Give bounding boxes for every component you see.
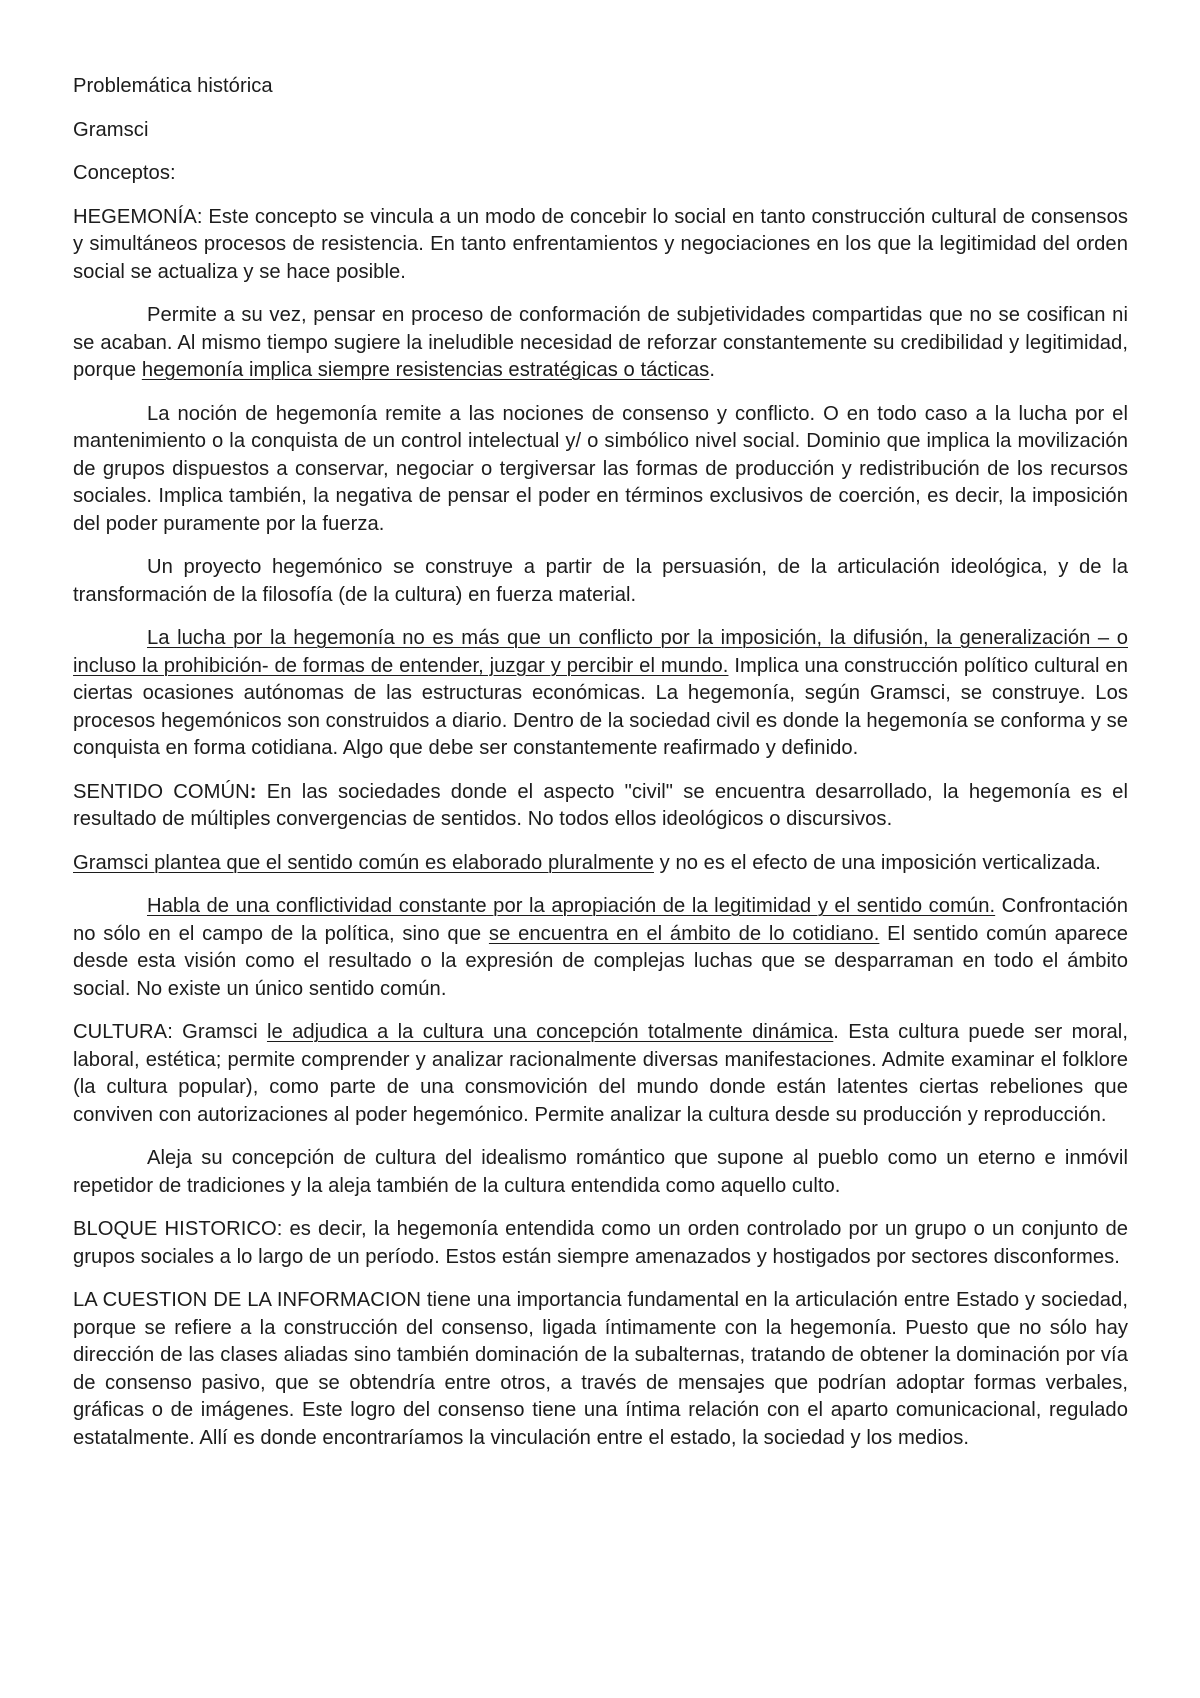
bloque-historico-heading: BLOQUE HISTORICO: — [73, 1218, 283, 1240]
cultura-paragraph-1-text-2: . Esta cultura puede ser moral, laboral, estética; permite comprender y analizar racionalmente diversas manifestaciones. Admite examinar el folklore (la cultura popular), como parte de una consmovición del mundo donde están latentes ciertas rebeliones que conviven con autorizaciones al poder hegemónico. Permite analizar la cultura desde su producción y reproducción. — [73, 1021, 1128, 1126]
sentido-comun-paragraph-2 — [73, 850, 1128, 878]
bloque-historico-paragraph — [73, 1216, 1128, 1271]
sentido-comun-paragraph-3 — [73, 893, 1128, 1003]
concepts-label: Conceptos: — [73, 162, 176, 184]
sentido-comun-paragraph-1-text: En las sociedades donde el aspecto "civil" se encuentra desarrollado, la hegemonía es el resultado de múltiples convergencias de sentidos. No todos ellos ideológicos o discursivos. — [73, 780, 1128, 830]
sentido-comun-paragraph-1 — [73, 779, 1128, 834]
cultura-paragraph-1-underlined: le adjudica a la cultura una concepción totalmente dinámica — [266, 1021, 834, 1043]
sentido-comun-paragraph-3-underlined-1: Habla de una conflictividad constante por la apropiación de la legitimidad y el sentido común. — [147, 895, 996, 917]
informacion-text: tiene una importancia fundamental en la articulación entre Estado y sociedad, porque se refiere a la construcción del consenso, ligada íntimamente con la hegemonía. Puesto que no sólo hay dirección de las clases aliadas sino también dominación de la subalternas, tratando de obtener la dominación por vía de consenso pasivo, que se obtendría entre otros, a través de mensajes que podrían adoptar formas verbales, gráficas o de imágenes. Este logro del consenso tiene una íntima relación con el aparto comunicacional, regulado estatalmente. Allí es donde encontraríamos la vinculación entre el estado, la sociedad y los medios. — [73, 1289, 1128, 1449]
document-title: Problemática histórica — [73, 75, 273, 97]
sentido-comun-heading: SENTIDO COMÚN — [73, 780, 250, 803]
sentido-comun-paragraph-3-text-2: El sentido común aparece desde esta visión como el resultado o la expresión de complejas luchas que se desparraman en todo el ámbito social. No existe un único sentido común. — [73, 922, 1128, 1000]
hegemonia-paragraph-1-text: Este concepto se vincula a un modo de concebir lo social en tanto construcción cultural de consensos y simultáneos procesos de resistencia. En tanto enfrentamientos y negociaciones en los que la legitimidad del orden social se actualiza y se hace posible. — [73, 205, 1128, 283]
cultura-paragraph-1-text-1: Gramsci — [172, 1021, 267, 1043]
hegemonia-paragraph-5 — [73, 625, 1128, 763]
hegemonia-paragraph-1 — [73, 204, 1128, 287]
hegemonia-paragraph-4: Un proyecto hegemónico se construye a partir de la persuasión, de la articulación ideológica, y de la transformación de la filosofía (de la cultura) en fuerza material. — [73, 556, 1128, 606]
hegemonia-paragraph-2 — [73, 302, 1128, 385]
sentido-comun-paragraph-2-underlined: Gramsci plantea que el sentido común es elaborado pluralmente — [73, 851, 654, 874]
hegemonia-paragraph-3: La noción de hegemonía remite a las nociones de consenso y conflicto. O en todo caso a la lucha por el mantenimiento o la conquista de un control intelectual y/ o simbólico nivel social. Dominio que implica la movilización de grupos dispuestos a conservar, negociar o tergiversar las formas de producción y redistribución de los recursos sociales. Implica también, la negativa de pensar el poder en términos exclusivos de coerción, es decir, la imposición del poder puramente por la fuerza. — [73, 402, 1128, 535]
sentido-comun-paragraph-3-text-1: Confrontación no sólo en el campo de la política, sino que — [73, 895, 1129, 945]
hegemonia-paragraph-5-underlined: La lucha por la hegemonía no es más que un conflicto por la imposición, la difusión, la generalización – o incluso la prohibición- de formas de entender, juzgar y percibir el mundo. — [73, 627, 1128, 677]
hegemonia-paragraph-2-end: . — [709, 359, 715, 381]
informacion-paragraph — [73, 1287, 1128, 1452]
cultura-paragraph-2: Aleja su concepción de cultura del idealismo romántico que supone al pueblo como un eterno e inmóvil repetidor de tradiciones y la aleja también de la cultura entendida como aquello culto. — [73, 1147, 1128, 1197]
informacion-heading: LA CUESTION DE LA INFORMACION — [73, 1289, 421, 1311]
sentido-comun-colon: : — [249, 780, 257, 803]
hegemonia-heading: HEGEMONÍA: — [73, 205, 203, 228]
hegemonia-paragraph-2-text: Permite a su vez, pensar en proceso de conformación de subjetividades compartidas que no se cosifican ni se acaban. Al mismo tiempo sugiere la ineludible necesidad de reforzar constantemente su credibilidad y legitimidad, porque — [73, 304, 1128, 381]
sentido-comun-paragraph-3-underlined-2: se encuentra en el ámbito de lo cotidiano. — [488, 922, 880, 945]
cultura-paragraph-1 — [73, 1019, 1128, 1129]
hegemonia-paragraph-2-underlined: hegemonía implica siempre resistencias estratégicas o tácticas — [141, 359, 710, 381]
document-author: Gramsci — [73, 118, 149, 141]
sentido-comun-paragraph-2-text: y no es el efecto de una imposición verticalizada. — [653, 851, 1101, 874]
cultura-heading: CULTURA: — [73, 1021, 173, 1043]
hegemonia-paragraph-5-text: Implica una construcción político cultural en ciertas ocasiones autónomas de las estructuras económicas. La hegemonía, según Gramsci, se construye. Los procesos hegemónicos son construidos a diario. Dentro de la sociedad civil es donde la hegemonía se conforma y se conquista en forma cotidiana. Algo que debe ser constantemente reafirmado y definido. — [73, 654, 1128, 759]
bloque-historico-text: es decir, la hegemonía entendida como un orden controlado por un grupo o un conjunto de grupos sociales a lo largo de un período. Estos están siempre amenazados y hostigados por sectores disconformes. — [73, 1218, 1128, 1268]
